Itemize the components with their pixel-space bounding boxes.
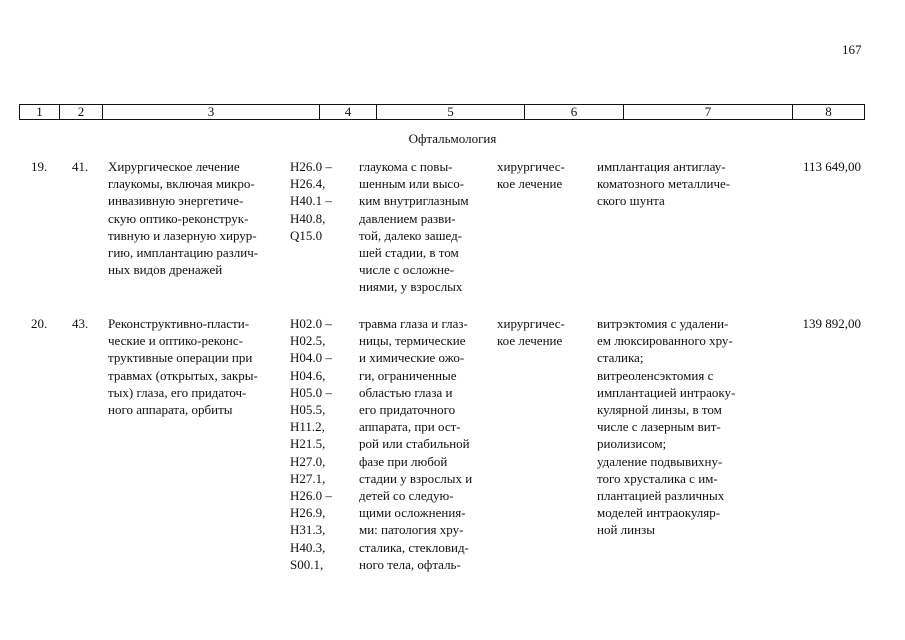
treatment-type: хирургичес- кое лечение — [497, 316, 565, 349]
column-number-1: 1 — [20, 105, 60, 120]
group-number: 41. — [72, 159, 89, 174]
treatment-type: хирургичес- кое лечение — [497, 159, 565, 192]
column-number-2: 2 — [60, 105, 103, 120]
service-name: Хирургическое лечение глаукомы, включая микро- инвазивную энергетиче- скую оптико-реконструк- тивную и лазерную хирур- гию, имплантацию различ- ных видов дренажей — [108, 159, 259, 278]
column-number-8: 8 — [793, 105, 865, 120]
patient-model: травма глаза и глаз- ницы, термические и химические ожо- ги, ограниченные областью глаза и его придаточного аппарата, при ост- рой или стабильной фазе при любой стадии у взрослых и детей со следую- щими осложнения- ми: патология хру- сталика, стекловид- ного тела, офталь- — [359, 316, 473, 572]
section-title: Офтальмология — [408, 131, 497, 146]
icd-codes: H02.0 – H02.5, H04.0 – H04.6, H05.0 – H05.5, H11.2, H21.5, H27.0, H27.1, H26.0 – H26.9, H31.3, H40.3, S00.1, — [290, 316, 332, 572]
cost: 113 649,00 — [802, 159, 861, 174]
page-number: 167 — [842, 42, 862, 57]
column-number-3: 3 — [103, 105, 320, 120]
cost: 139 892,00 — [802, 316, 861, 331]
row-number: 20. — [31, 316, 48, 331]
column-number-4: 4 — [320, 105, 377, 120]
treatment-method: имплантация антиглау- коматозного металличе- ского шунта — [597, 159, 731, 209]
group-number: 43. — [72, 316, 89, 331]
patient-model: глаукома с повы- шенным или высо- ким внутриглазным давлением разви- той, далеко зашед- шей стадии, в том числе с осложне- ниями, у взрослых — [359, 159, 469, 295]
service-name: Реконструктивно-пласти- ческие и оптико-реконс- труктивные операции при травмах (открытых, закры- тых) глаза, его придаточ- ного аппарата, орбиты — [108, 316, 258, 418]
column-number-6: 6 — [525, 105, 624, 120]
column-number-header — [19, 104, 865, 120]
icd-codes: H26.0 – H26.4, H40.1 – H40.8, Q15.0 — [290, 159, 332, 243]
column-number-7: 7 — [624, 105, 793, 120]
treatment-method: витрэктомия с удалени- ем люксированного хру- сталика; витреоленсэктомия с имплантацией интраоку- кулярной линзы, в том числе с лазерным вит- риолизисом; удаление подвывихну- того хрусталика с им- плантацией различных моделей интраокуляр- ной линзы — [597, 316, 736, 538]
column-number-5: 5 — [377, 105, 525, 120]
row-number: 19. — [31, 159, 48, 174]
